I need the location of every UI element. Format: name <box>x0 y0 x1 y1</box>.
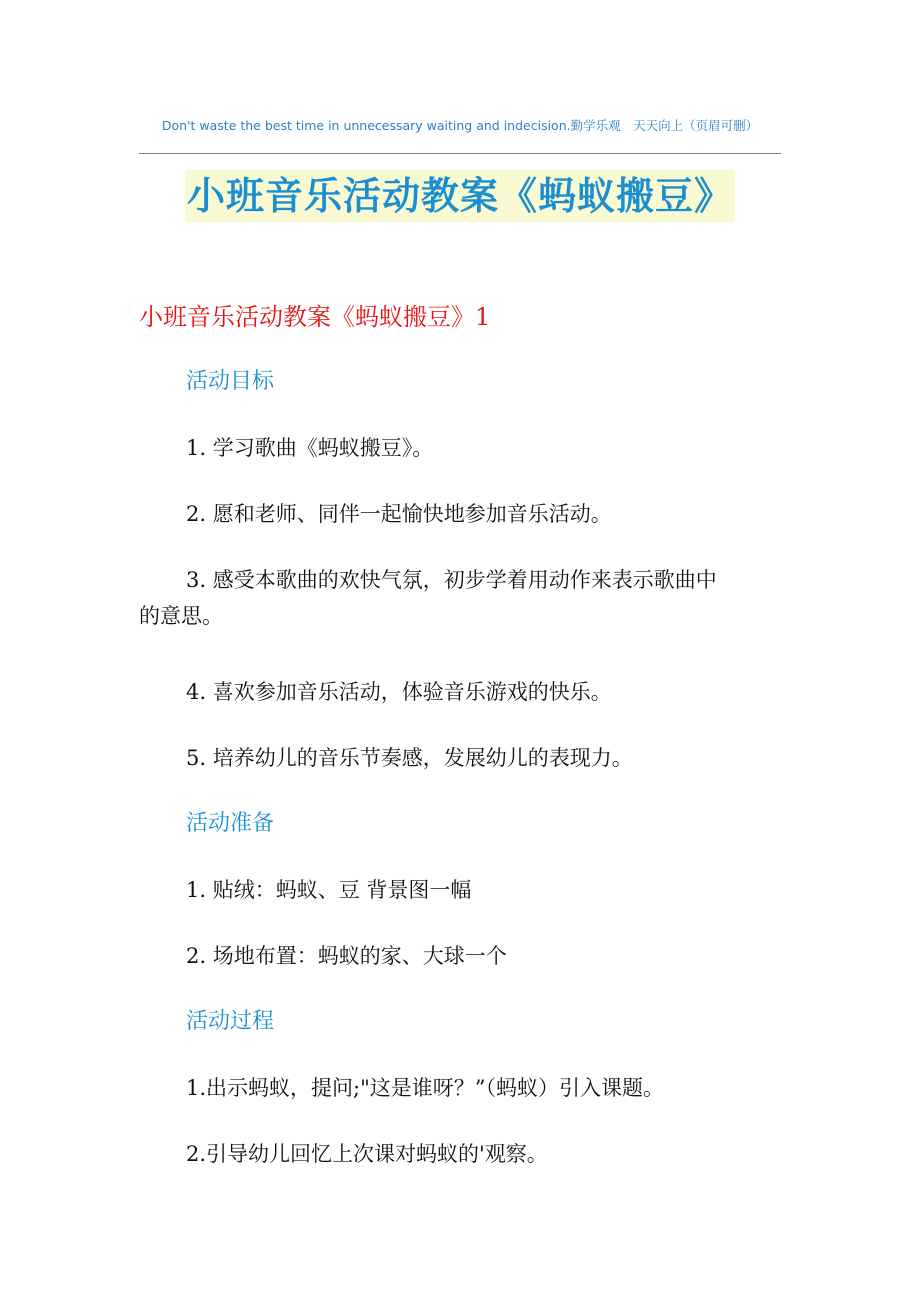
paragraph-line: 3. 感受本歌曲的欢快气氛，初步学着用动作来表示歌曲中 <box>186 568 717 592</box>
goal-item <box>139 740 784 776</box>
paragraph-line: 2. 愿和老师、同伴一起愉快地参加音乐活动。 <box>186 502 612 526</box>
paragraph-line: 2.引导幼儿回忆上次课对蚂蚁的'观察。 <box>186 1142 548 1166</box>
paragraph-line: 的意思。 <box>139 604 223 628</box>
process-item <box>139 1136 784 1172</box>
process-item <box>139 1070 784 1106</box>
preparation-item <box>139 872 784 908</box>
preparation-heading: 活动准备 <box>186 811 275 836</box>
paragraph-line: 5. 培养幼儿的音乐节奏感，发展幼儿的表现力。 <box>186 746 633 770</box>
goal-item <box>139 562 784 634</box>
paragraph-line: 1.出示蚂蚁，提问;"这是谁呀？”（蚂蚁）引入课题。 <box>186 1076 665 1100</box>
goals-heading: 活动目标 <box>186 369 275 394</box>
goal-item <box>139 496 784 532</box>
page-header-text: Don't waste the best time in unnecessary waiting and indecision.勤学乐观 天天向上（页眉可删） <box>161 118 759 133</box>
document-title-container <box>0 170 920 222</box>
document-title: 小班音乐活动教案《蚂蚁搬豆》 <box>185 170 735 222</box>
header-divider <box>139 153 781 154</box>
section-title: 小班音乐活动教案《蚂蚁搬豆》1 <box>139 303 491 331</box>
process-heading: 活动过程 <box>186 1009 275 1034</box>
paragraph-line: 1. 学习歌曲《蚂蚁搬豆》。 <box>186 436 434 460</box>
paragraph-line: 1. 贴绒：蚂蚁、豆 背景图一幅 <box>186 878 472 902</box>
preparation-item <box>139 938 784 974</box>
goal-item <box>139 674 784 710</box>
goal-item <box>139 430 784 466</box>
paragraph-line: 2. 场地布置：蚂蚁的家、大球一个 <box>186 944 507 968</box>
paragraph-line: 4. 喜欢参加音乐活动，体验音乐游戏的快乐。 <box>186 680 612 704</box>
